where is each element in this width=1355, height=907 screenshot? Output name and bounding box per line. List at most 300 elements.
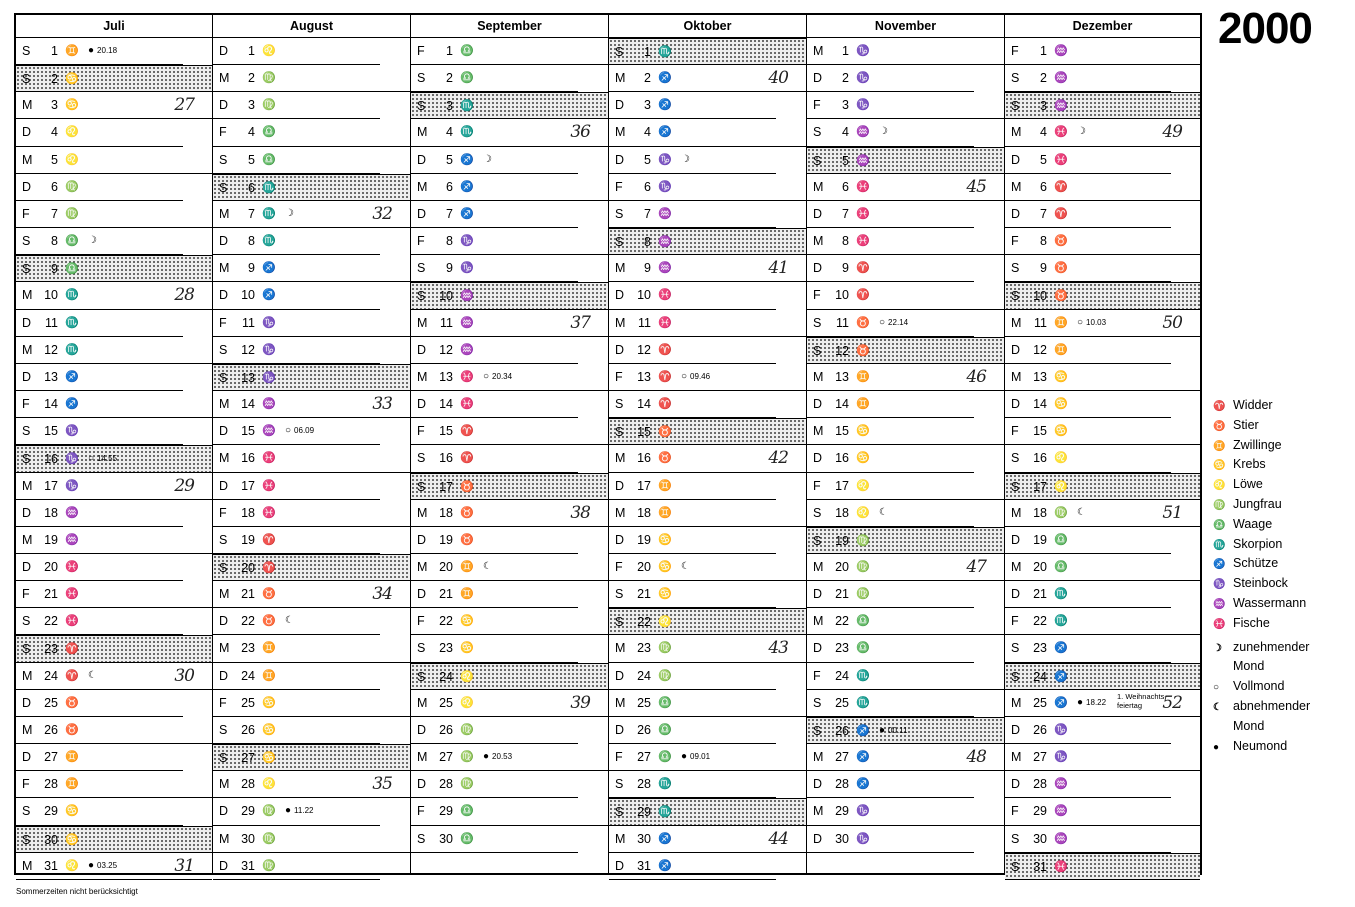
day-row	[1005, 391, 1200, 418]
day-row	[411, 418, 608, 445]
moon-phase-time: 20.34	[492, 371, 513, 381]
zodiac-stier-icon: ♉	[658, 452, 671, 465]
day-number: 14	[835, 397, 849, 412]
day-number: 4	[51, 125, 58, 140]
day-number: 2	[644, 71, 651, 86]
zodiac-fische-icon: ♓	[1054, 153, 1067, 166]
legend-item	[1213, 416, 1310, 436]
weekday: D	[417, 777, 427, 792]
day-row	[213, 174, 410, 201]
day-number: 2	[1040, 71, 1047, 86]
zodiac-schütze-icon: ♐	[460, 153, 473, 166]
day-row	[609, 119, 806, 146]
day-underline	[807, 852, 974, 853]
day-row	[411, 635, 608, 662]
day-row	[16, 92, 212, 119]
day-number: 19	[835, 533, 849, 548]
week-number: 51	[1162, 502, 1182, 523]
legend-label: Waage	[1233, 516, 1273, 531]
zodiac-widder-icon: ♈	[1213, 401, 1225, 412]
zodiac-wassermann-icon: ♒	[658, 262, 671, 275]
day-number: 25	[439, 695, 453, 710]
legend-label: abnehmender	[1233, 698, 1311, 713]
week-number: 36	[570, 122, 590, 143]
legend-item	[1213, 677, 1310, 697]
zodiac-jungfrau-icon: ♍	[262, 805, 275, 818]
legend-item	[1213, 737, 1310, 757]
day-row	[213, 201, 410, 228]
day-row	[609, 418, 806, 445]
weekday: S	[219, 370, 228, 385]
zodiac-steinbock-icon: ♑	[262, 371, 275, 384]
day-row	[213, 255, 410, 282]
day-number: 15	[439, 424, 453, 439]
day-row	[807, 119, 1004, 146]
weekday: M	[417, 369, 428, 384]
legend-item	[1213, 638, 1310, 658]
day-number: 18	[241, 505, 255, 520]
zodiac-steinbock-icon: ♑	[460, 262, 473, 275]
month-header: Oktober	[609, 15, 806, 38]
legend-label: Stier	[1233, 417, 1259, 432]
day-row	[16, 228, 212, 255]
weekday: S	[417, 479, 426, 494]
day-number: 18	[44, 505, 58, 520]
day-number: 4	[446, 125, 453, 140]
day-row	[213, 445, 410, 472]
zodiac-fische-icon: ♓	[262, 479, 275, 492]
day-number: 20	[1033, 559, 1047, 574]
weekday: F	[219, 125, 227, 140]
weekday: D	[219, 614, 229, 629]
zodiac-schütze-icon: ♐	[1213, 559, 1225, 571]
legend-label: Jungfrau	[1233, 496, 1282, 511]
weekday: D	[813, 587, 823, 602]
day-row	[609, 391, 806, 418]
weekday: S	[615, 45, 624, 59]
zodiac-zwillinge-icon: ♊	[658, 506, 671, 519]
day-number: 1	[51, 44, 58, 58]
weekday: M	[219, 261, 230, 276]
day-row	[411, 445, 608, 472]
day-row	[1005, 310, 1200, 337]
day-row	[411, 364, 608, 391]
day-number: 19	[241, 532, 255, 547]
day-number: 2	[446, 71, 453, 86]
day-row	[609, 771, 806, 798]
weekday: S	[813, 125, 822, 140]
day-row	[213, 690, 410, 717]
zodiac-löwe-icon: ♌	[856, 506, 869, 519]
weekday: D	[615, 288, 625, 303]
day-number: 20	[835, 559, 849, 574]
zodiac-löwe-icon: ♌	[658, 616, 671, 629]
day-number: 23	[439, 641, 453, 656]
day-number: 25	[241, 695, 255, 710]
day-row	[1005, 744, 1200, 771]
legend-item	[1213, 554, 1310, 574]
weekday: M	[1011, 369, 1022, 384]
day-row	[1005, 445, 1200, 472]
weekday: S	[615, 235, 624, 250]
day-number: 16	[835, 451, 849, 466]
day-row	[213, 798, 410, 825]
day-row	[807, 147, 1004, 174]
day-row	[16, 744, 212, 771]
day-number: 10	[241, 288, 255, 303]
day-row	[411, 92, 608, 119]
day-number: 6	[1040, 179, 1047, 194]
day-number: 7	[51, 206, 58, 221]
weekday: M	[22, 342, 33, 357]
weekday: M	[417, 315, 428, 330]
moon-phase-abnehmend-icon: ☾	[681, 560, 690, 572]
day-row	[609, 635, 806, 662]
weekday: S	[1011, 669, 1020, 684]
zodiac-schütze-icon: ♐	[262, 289, 275, 302]
day-number: 26	[835, 723, 849, 738]
moon-phase-neu-icon: ● 20.53	[483, 751, 513, 763]
weekday: F	[813, 98, 821, 113]
moon-phase-zunehmend-icon: ☽	[88, 235, 97, 247]
zodiac-jungfrau-icon: ♍	[856, 560, 869, 573]
day-number: 16	[637, 451, 651, 466]
day-row	[213, 500, 410, 527]
weekday: F	[22, 777, 30, 792]
zodiac-steinbock-icon: ♑	[856, 45, 869, 57]
day-row	[807, 255, 1004, 282]
zodiac-löwe-icon: ♌	[65, 126, 78, 139]
zodiac-waage-icon: ♎	[460, 45, 473, 57]
weekday: M	[615, 505, 626, 520]
day-number: 24	[835, 668, 849, 683]
legend-item	[1213, 614, 1310, 634]
legend-item	[1213, 594, 1310, 614]
weekday: S	[615, 777, 624, 792]
weekday: M	[219, 451, 230, 466]
weekday: M	[615, 695, 626, 710]
day-row	[213, 473, 410, 500]
weekday: M	[22, 152, 33, 167]
moon-phase-time: 22.14	[888, 317, 909, 327]
weekday: S	[219, 152, 228, 167]
zodiac-stier-icon: ♉	[65, 696, 78, 709]
day-number: 25	[44, 695, 58, 710]
moon-phase-time: 20.53	[492, 752, 513, 762]
day-row	[213, 418, 410, 445]
weekday: F	[1011, 424, 1019, 439]
zodiac-widder-icon: ♈	[460, 452, 473, 465]
weekday: F	[615, 559, 623, 574]
zodiac-schütze-icon: ♐	[460, 207, 473, 220]
zodiac-widder-icon: ♈	[65, 669, 78, 682]
moon-phase-neu-icon: ● 03.25	[88, 859, 118, 871]
weekday: M	[1011, 750, 1022, 765]
zodiac-wassermann-icon: ♒	[658, 236, 671, 249]
zodiac-jungfrau-icon: ♍	[460, 751, 473, 764]
day-number: 31	[241, 858, 255, 873]
weekday: M	[1011, 559, 1022, 574]
day-row	[16, 500, 212, 527]
day-row	[807, 391, 1004, 418]
month-column-november	[807, 15, 1005, 873]
weekday: D	[615, 668, 625, 683]
zodiac-steinbock-icon: ♑	[856, 805, 869, 818]
zodiac-fische-icon: ♓	[65, 560, 78, 573]
day-row	[609, 473, 806, 500]
moon-phase-icon: ☽	[1213, 642, 1221, 654]
day-number: 16	[1033, 451, 1047, 466]
zodiac-löwe-icon: ♌	[856, 479, 869, 492]
zodiac-stier-icon: ♉	[262, 615, 275, 628]
weekday: D	[615, 342, 625, 357]
weekday: D	[1011, 777, 1021, 792]
day-row	[609, 310, 806, 337]
day-row	[1005, 337, 1200, 364]
zodiac-skorpion-icon: ♏	[262, 207, 275, 220]
zodiac-stier-icon: ♉	[262, 588, 275, 601]
zodiac-löwe-icon: ♌	[1213, 480, 1225, 492]
weekday: D	[219, 478, 229, 493]
day-number: 1	[248, 44, 255, 58]
zodiac-fische-icon: ♓	[856, 235, 869, 248]
day-number: 24	[44, 668, 58, 683]
day-row	[16, 201, 212, 228]
weekday: D	[1011, 152, 1021, 167]
weekday: S	[1011, 261, 1020, 276]
weekday: D	[417, 397, 427, 412]
day-number: 15	[241, 424, 255, 439]
weekday: M	[813, 234, 824, 249]
day-number: 3	[446, 99, 453, 114]
moon-phase-abnehmend-icon: ☾	[88, 669, 97, 681]
day-row	[807, 500, 1004, 527]
zodiac-widder-icon: ♈	[658, 343, 671, 356]
weekday: S	[22, 452, 31, 467]
weekday: S	[22, 804, 31, 819]
zodiac-löwe-icon: ♌	[1054, 452, 1067, 465]
day-row	[807, 717, 1004, 744]
day-number: 9	[1040, 261, 1047, 276]
zodiac-steinbock-icon: ♑	[1054, 751, 1067, 764]
day-row	[411, 282, 608, 309]
zodiac-schütze-icon: ♐	[856, 778, 869, 791]
day-row	[609, 798, 806, 825]
week-number: 47	[966, 556, 986, 577]
weekday: D	[615, 722, 625, 737]
moon-phase-time: 10.03	[1086, 317, 1107, 327]
weekday: S	[1011, 479, 1020, 494]
day-number: 23	[835, 641, 849, 656]
moon-phase-abnehmend-icon: ☾	[1077, 506, 1086, 518]
weekday: F	[22, 206, 30, 221]
weekday: D	[1011, 206, 1021, 221]
zodiac-steinbock-icon: ♑	[856, 832, 869, 845]
zodiac-skorpion-icon: ♏	[658, 806, 671, 819]
day-row	[213, 853, 410, 880]
zodiac-jungfrau-icon: ♍	[262, 832, 275, 845]
zodiac-löwe-icon: ♌	[460, 670, 473, 683]
holiday-note: 1. Weihnachts-feiertag	[1117, 691, 1167, 710]
weekday: F	[813, 668, 821, 683]
day-number: 12	[835, 343, 849, 358]
moon-phase-abnehmend-icon: ☾	[483, 560, 492, 572]
zodiac-krebs-icon: ♋	[262, 696, 275, 709]
zodiac-krebs-icon: ♋	[262, 752, 275, 765]
zodiac-krebs-icon: ♋	[658, 560, 671, 573]
zodiac-skorpion-icon: ♏	[65, 343, 78, 356]
zodiac-löwe-icon: ♌	[460, 696, 473, 709]
day-row	[1005, 826, 1200, 853]
legend-item	[1213, 436, 1310, 456]
week-number: 32	[372, 203, 392, 224]
month-header: Juli	[16, 15, 212, 38]
zodiac-waage-icon: ♎	[1213, 519, 1225, 531]
day-number: 11	[45, 315, 58, 330]
weekday: D	[219, 288, 229, 303]
weekday: D	[813, 397, 823, 412]
weekday: D	[1011, 397, 1021, 412]
day-number: 5	[51, 152, 58, 167]
day-number: 29	[1033, 804, 1047, 819]
day-number: 9	[51, 262, 58, 277]
weekday: D	[22, 559, 32, 574]
weekday: S	[813, 153, 822, 168]
weekday: F	[417, 44, 425, 58]
day-row	[16, 527, 212, 554]
day-row	[213, 282, 410, 309]
weekday: M	[417, 505, 428, 520]
day-number: 22	[44, 614, 58, 629]
weekday: M	[615, 315, 626, 330]
moon-phase-neu-icon: ● 00.11	[879, 724, 908, 736]
day-number: 11	[1034, 315, 1047, 330]
day-row	[411, 228, 608, 255]
zodiac-steinbock-icon: ♑	[658, 180, 671, 193]
week-number: 50	[1162, 312, 1182, 333]
day-row	[1005, 798, 1200, 825]
day-number: 29	[835, 804, 849, 819]
weekday: D	[813, 831, 823, 846]
weekday: M	[615, 831, 626, 846]
weekday: S	[22, 832, 31, 847]
day-number: 4	[644, 125, 651, 140]
weekday: S	[417, 99, 426, 114]
day-number: 18	[637, 505, 651, 520]
month-column-dezember	[1005, 15, 1200, 873]
weekday: M	[1011, 505, 1022, 520]
day-number: 13	[439, 369, 453, 384]
day-row	[609, 92, 806, 119]
weekday: M	[219, 777, 230, 792]
week-number: 44	[768, 828, 788, 849]
weekday: S	[219, 180, 228, 195]
day-number: 29	[439, 804, 453, 819]
day-number: 8	[644, 235, 651, 250]
day-row	[16, 445, 212, 472]
day-row	[807, 690, 1004, 717]
day-number: 16	[241, 451, 255, 466]
legend-label: Wassermann	[1233, 595, 1307, 610]
weekday: D	[615, 98, 625, 113]
day-row	[807, 581, 1004, 608]
day-number: 14	[1033, 397, 1047, 412]
zodiac-fische-icon: ♓	[65, 588, 78, 601]
day-number: 11	[440, 315, 453, 330]
zodiac-widder-icon: ♈	[856, 289, 869, 302]
weekday: D	[813, 261, 823, 276]
weekday: D	[1011, 532, 1021, 547]
weekday: M	[1011, 695, 1022, 710]
day-number: 19	[1033, 532, 1047, 547]
calendar-grid	[14, 13, 1202, 875]
day-row	[16, 608, 212, 635]
day-number: 27	[241, 751, 255, 766]
zodiac-wassermann-icon: ♒	[1054, 832, 1067, 845]
zodiac-steinbock-icon: ♑	[262, 316, 275, 329]
zodiac-widder-icon: ♈	[460, 425, 473, 438]
weekday: F	[813, 478, 821, 493]
zodiac-zwillinge-icon: ♊	[658, 479, 671, 492]
legend-label: Krebs	[1233, 457, 1266, 472]
weekday: S	[615, 425, 624, 440]
day-row	[213, 635, 410, 662]
weekday: S	[219, 722, 228, 737]
day-number: 6	[842, 179, 849, 194]
zodiac-steinbock-icon: ♑	[658, 153, 671, 166]
zodiac-steinbock-icon: ♑	[1213, 579, 1225, 591]
zodiac-zwillinge-icon: ♊	[262, 669, 275, 682]
day-number: 10	[44, 288, 58, 303]
day-number: 6	[248, 180, 255, 195]
day-number: 28	[439, 777, 453, 792]
day-number: 30	[44, 832, 58, 847]
day-row	[411, 473, 608, 500]
weekday: M	[219, 587, 230, 602]
weekday: D	[813, 451, 823, 466]
day-number: 21	[835, 587, 849, 602]
weekday: D	[615, 152, 625, 167]
zodiac-waage-icon: ♎	[1054, 533, 1067, 546]
weekday: S	[22, 72, 31, 87]
zodiac-jungfrau-icon: ♍	[856, 588, 869, 601]
weekday: F	[22, 587, 30, 602]
day-row	[411, 771, 608, 798]
day-row	[411, 717, 608, 744]
day-number: 6	[51, 179, 58, 194]
weekday: S	[22, 424, 31, 439]
day-row	[411, 38, 608, 65]
zodiac-zwillinge-icon: ♊	[65, 751, 78, 764]
month-column-oktober	[609, 15, 807, 873]
day-row	[609, 174, 806, 201]
weekday: D	[1011, 342, 1021, 357]
zodiac-zwillinge-icon: ♊	[262, 642, 275, 655]
zodiac-stier-icon: ♉	[65, 723, 78, 736]
day-row	[16, 255, 212, 282]
weekday: D	[219, 858, 229, 873]
day-number: 29	[241, 804, 255, 819]
zodiac-fische-icon: ♓	[1054, 860, 1067, 873]
zodiac-stier-icon: ♉	[658, 426, 671, 439]
zodiac-waage-icon: ♎	[856, 615, 869, 628]
weekday: M	[615, 261, 626, 276]
moon-phase-time: 03.25	[97, 860, 118, 870]
day-number: 9	[248, 261, 255, 276]
moon-phase-time: 00.11	[888, 725, 908, 735]
day-row	[609, 554, 806, 581]
day-row	[609, 500, 806, 527]
